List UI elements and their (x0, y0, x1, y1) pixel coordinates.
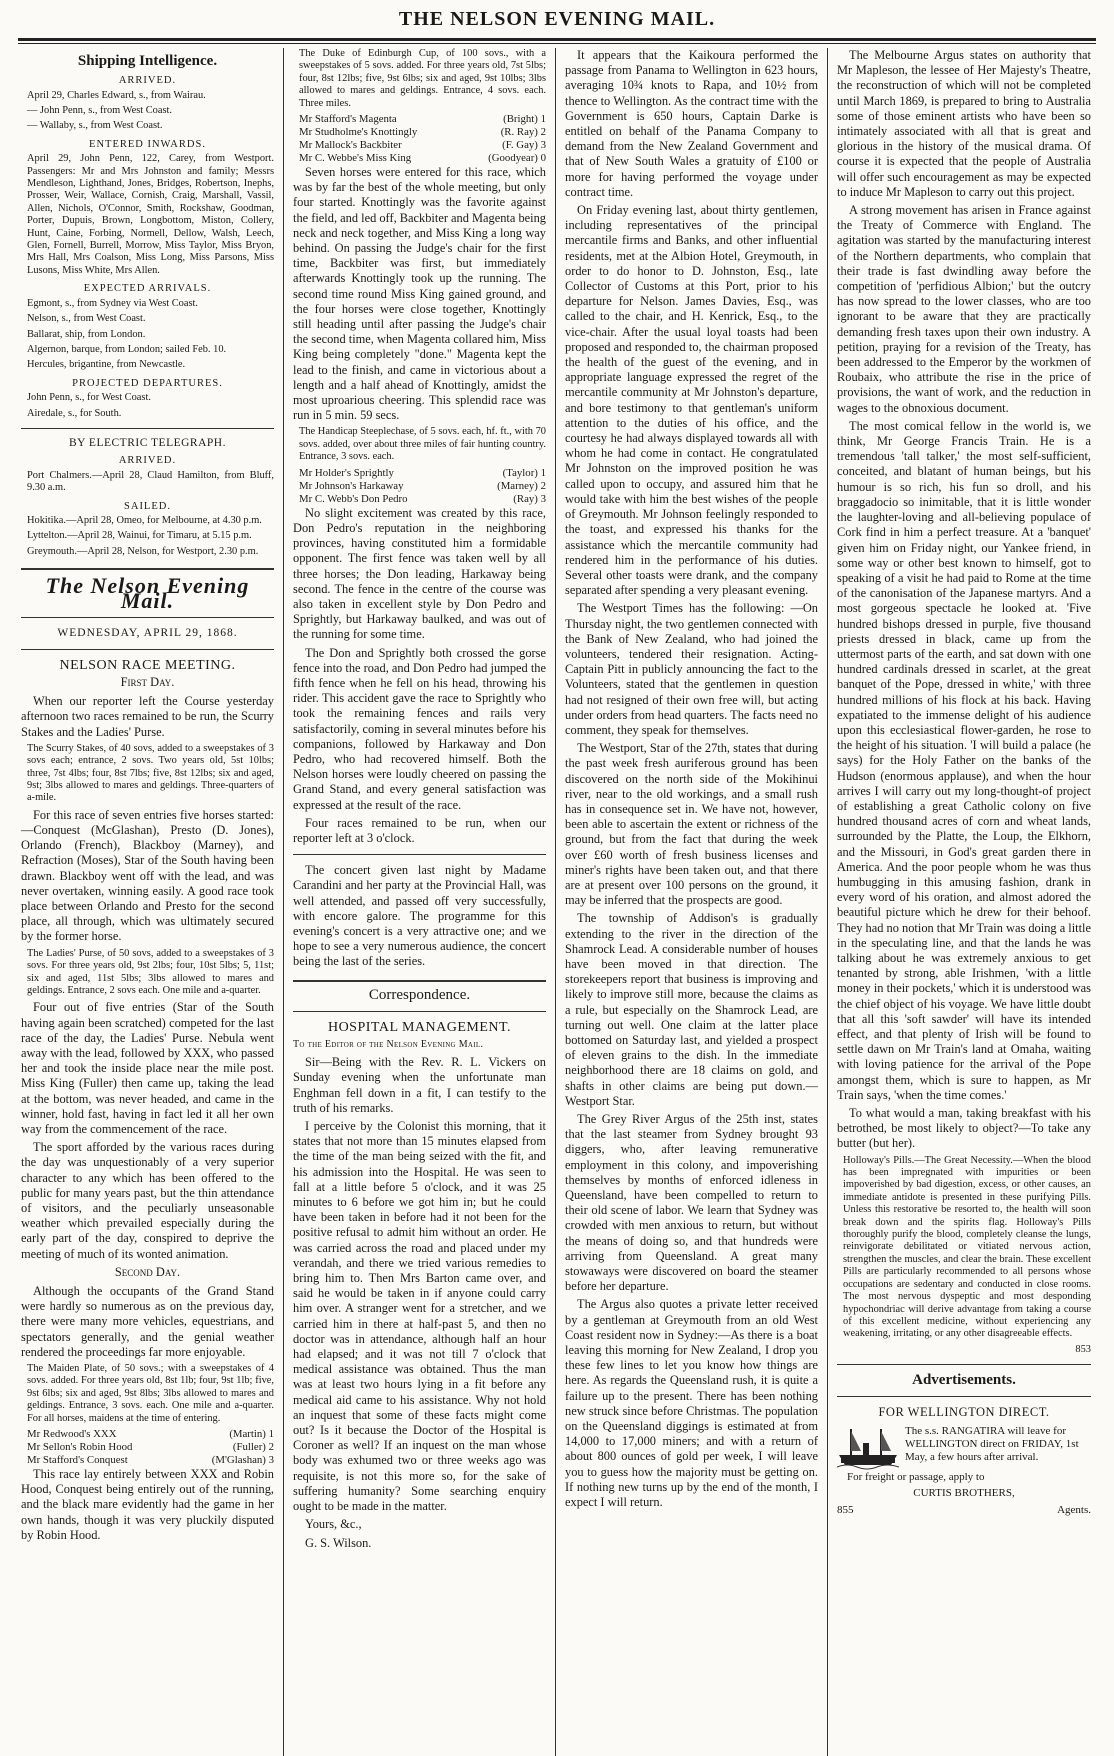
place: 0 (540, 152, 546, 165)
sailed-line: Greymouth.—April 28, Nelson, for Westport, 2.30 p.m. (27, 545, 259, 557)
rider: (R. Ray) (500, 126, 538, 139)
place: 3 (540, 492, 546, 505)
rider: (Bright) (503, 113, 538, 126)
ads-title: Advertisements. (912, 1372, 1016, 1389)
columns (12, 48, 1102, 1756)
divider (837, 1364, 1091, 1365)
expected-head: EXPECTED ARRIVALS. (83, 283, 212, 295)
inwards-head: ENTERED INWARDS. (89, 138, 206, 150)
paragraph: The Melbourne Argus states on authority that Mr Mapleson, the lessee of Her Majesty's Theatre, the reconstruction of which will not be completed until March 1869, is prepared to bring to Australia some of those eminent artists who have been so intimately associated with all that is great and glorious in the history of the musical drama. Of course it is expected that the people of Australia will offer such encouragement as may be expected to induce Mr Mapleson to carry out this project. (837, 48, 1091, 199)
race-conditions: The Handicap Steeplechase, of 5 sovs. each, hf. ft., with 70 sovs. added, over about three miles of fair hunting country. Entrance, 3 sovs. each. (299, 426, 546, 463)
holloway-text: Holloway's Pills.—The Great Necessity.—When the blood has been impregnated with impurities or been impoverished by bad digestion, excess, or other causes, an immediate antidote is presented in these purifying Pills. Unless this restorative be resorted to, the health will soon break down and the spirits flag. Holloway's Pills thoroughly purify the blood, completely cleanse the lungs, reinvigorate debilitated or vitiated nervous action, strengthen the muscles, and clear the brain. These excellent Pills are particularly recommended to all persons whose occupations are sedentary and conducted in close rooms. The most nervous dyspeptic and most desponding hypochondriac will derive advantage from taking a course of this excellent medicine, without experiencing any weakening, irritating, or any other disagreeable effects. (843, 1154, 1091, 1340)
place: 2 (540, 126, 546, 139)
paragraph: Although the occupants of the Grand Stand were hardly so numerous as on the previous day, there were many more vehicles, equestrians, and spectators generally, and the genial weather rendered the proceedings far more enjoyable. (21, 1283, 274, 1359)
ad-number: 855 (837, 1503, 854, 1516)
paragraph: No slight excitement was created by this race, Don Pedro's reputation in the neighboring provinces, having constituted him a formidable opponent. The first fence was taken well by all three horses; the Don leading, Harkaway being second. The fence in the centre of the course was also taken in excellent style by Don Pedro and Sprightly, but Harkaway baulked, and was out of the running for some time. (293, 505, 546, 642)
departure-line: Airedale, s., for South. (27, 407, 122, 419)
result-row (299, 493, 546, 506)
rider: (Fuller) (232, 1441, 266, 1454)
tel-arrived-head: ARRIVED. (118, 455, 177, 467)
paragraph: The Argus also quotes a private letter received by a gentleman at Greymouth from an old West Coast resident now in Sydney:—As there is a boat leaving this morning for New Zealand, I drop you these few lines to let you know how things are here. As regards the Queensland rush, it is quite a failure up to the present. There has been nothing new struck since before Christmas. The population on the Queensland diggings is estimated at from 14,000 to 17,000 miners; and with a return of about 800 ounces of gold per week, I will leave you to guess how the majority must be getting on. If nothing new turns up by the end of the month, I expect I will return. (565, 1297, 818, 1510)
masthead-rule (18, 38, 1096, 44)
paragraph: Sir—Being with the Rev. R. L. Vickers on Sunday evening when the unfortunate man Enghman fell down in a fit, I can testify to the truth of his remarks. (293, 1055, 546, 1115)
ad-contact: For freight or passage, apply to (847, 1470, 985, 1483)
result-row (27, 1441, 274, 1454)
arrived-line: April 29, Charles Edward, s., from Wairau. (27, 89, 206, 101)
horse: Mr Holder's Sprightly (299, 466, 394, 479)
horse: Mr C. Webbe's Miss King (299, 152, 412, 165)
place: 1 (540, 466, 546, 479)
column-2 (284, 48, 556, 1756)
rider: (Taylor) (502, 466, 538, 479)
paragraph: The Grey River Argus of the 25th inst, states that the last steamer from Sydney brought 93 diggers, who, after leaving remunerative employment in this colony, and impoverishing themselves by months of enforced idleness in Queensland, have been compelled to return to their old scene of labor. We learn that Sydney was crowded with men anxious to return, but without the means of doing so, and that hundreds were arriving from Queensland. A great many stowaways were discovered on board the steamer before her departure. (565, 1112, 818, 1294)
paragraph: The sport afforded by the various races during the day was unquestionably of a very superior character to any which has been offered to the public for many years past, but the thin attendance of visitors, and the peculiarly unseasonable weather which prevailed especially during the early part of the day, conspired to deprive the meeting of much of its wonted animation. (21, 1140, 274, 1261)
paragraph: A strong movement has arisen in France against the Treaty of Commerce with England. The agitation was started by the manufacturing interest of the Northern departments, who complain that their trade is fast dwindling away before the competition of 'perfidious Albion;' but the outcry has now spread to the lower classes, who are too ignorant to be aware that they are practically demanding fresh taxes upon their own industry. A petition, praying for a revision of the Treaty, has been addressed to the Emperor by the workmen of Roubaix, who attribute the rise in the price of provisions, the want of work, and the reduction in wages to the obnoxious document. (837, 203, 1091, 415)
result-row (299, 113, 546, 126)
horse: Mr Mallock's Backbiter (299, 139, 402, 152)
paragraph: To what would a man, taking breakfast with his betrothed, be most likely to object?—To take any butter (but her). (837, 1106, 1091, 1151)
sailed-line: Hokitika.—April 28, Omeo, for Melbourne, at 4.30 p.m. (27, 514, 262, 526)
race-conditions: The Duke of Edinburgh Cup, of 100 sovs., with a sweepstakes of 5 sovs. added. For three years old, 7st 5lbs; four, 8st 12lbs; five, 9st 6lbs; six and aged, 9st 10lbs; 3lbs allowed to mares and geldings. Entrance, 4 sovs. each. Three miles. (299, 48, 546, 109)
paragraph: Four out of five entries (Star of the South having again been scratched) competed for the last race of the day, the Ladies' Purse. Nebula went away with the lead, followed by XXX, who passed her and took the inside place near the mile post. Miss King (Fuller) then came up, taking the lead at the bottom, was never headed, and came in the winner, hold fast, having in fact led it all her own way from the commencement of the race. (21, 1000, 274, 1136)
race-conditions: The Maiden Plate, of 50 sovs.; with a sweepstakes of 4 sovs. added. For three years old, 8st 1lb; four, 9st 1lb; five, 9st 6lbs; six and aged, 9st 8lbs; 3lbs allowed to mares and geldings. Entrance, 3 sovs. each. One mile and a-quarter. For all horses, maidens at the time of entering. (27, 1362, 274, 1424)
horse: Mr Redwood's XXX (27, 1428, 117, 1441)
signature: G. S. Wilson. (305, 1535, 372, 1550)
first-day-head: First Day. (120, 675, 175, 690)
paragraph: I perceive by the Colonist this morning, that it states that not more than 15 minutes elapsed from the time of the man being seized with the fit, and his admission into the Hospital. He was seen to fall at a little before 5 o'clock, and it was 25 minutes to 6 before we got him in; but he could have been taken in before had it not been for the positive refusal to admit him without an order. He was carried across the road and placed under my verandah, and there we tried various remedies to bring him to. Then Mrs Barton came over, and said he would be taken in if anyone could carry him over. A stranger went for a stretcher, and we carried him in there at half-past 5, and then no doctor was in attendance, although half an hour had elapsed; and it was not till 7 o'clock that medical assistance was obtained. Thus the man was at least two hours lying in a fit before any medical aid came to his assistance. Why not hold an inquest that some of these facts might come out? Is it because the Doctor of the Hospital is Coroner as well? If an inquest on the man whose body was exhumed two or three weeks ago was requisite, is not this more so, for the sake of suffering humanity? Some searching enquiry ought to be made in the matter. (293, 1119, 546, 1514)
paragraph: The concert given last night by Madame Carandini and her party at the Provincial Hall, was well attended, and passed off very successfully, with encore galore. The programme for this evening's concert is a very attractive one; and we hope to see a very numerous audience, the concert being the last of the series. (293, 863, 546, 969)
expected-line: Nelson, s., from West Coast. (27, 313, 146, 325)
place: 3 (268, 1454, 274, 1467)
divider (293, 854, 546, 855)
paragraph: This race lay entirely between XXX and Robin Hood, Conquest being entirely out of the running, and the black mare evidently had the game in her own hands, though it was very pluckily disputed by Robin Hood. (21, 1467, 274, 1542)
masthead: THE NELSON EVENING MAIL. (398, 8, 716, 30)
result-row (299, 139, 546, 152)
place: 2 (268, 1441, 274, 1454)
signoff: Yours, &c., (305, 1517, 362, 1532)
sailed-head: SAILED. (124, 500, 171, 512)
tel-arrived-line: Port Chalmers.—April 28, Claud Hamilton, from Bluff, 9.30 a.m. (27, 469, 274, 494)
place: 1 (540, 113, 546, 126)
expected-line: Egmont, s., from Sydney via West Coast. (27, 297, 198, 309)
result-row (299, 480, 546, 493)
column-4 (828, 48, 1100, 1756)
expected-line: Hercules, brigantine, from Newcastle. (27, 359, 186, 371)
column-3 (556, 48, 828, 1756)
horse: Mr Johnson's Harkaway (299, 479, 404, 492)
departure-line: John Penn, s., for West Coast. (27, 392, 151, 404)
shipping-title: Shipping Intelligence. (77, 53, 218, 69)
rider: (Ray) (513, 492, 538, 505)
sailed-line: Lyttelton.—April 28, Wainui, for Timaru, at 5.15 p.m. (27, 530, 252, 542)
horse: Mr Sellon's Robin Hood (27, 1441, 133, 1454)
divider (21, 428, 274, 429)
hospital-title: HOSPITAL MANAGEMENT. (327, 1019, 512, 1035)
place: 2 (540, 479, 546, 492)
ad-firm: CURTIS BROTHERS, (913, 1486, 1015, 1499)
result-row (299, 126, 546, 139)
horse: Mr Stafford's Magenta (299, 113, 397, 126)
paragraph: Four races remained to be run, when our reporter left at 3 o'clock. (293, 815, 546, 845)
ad-footer (837, 1503, 1091, 1518)
place: 1 (268, 1428, 274, 1441)
arrived-line: — John Penn, s., from West Coast. (27, 105, 173, 117)
column-1 (12, 48, 284, 1756)
result-row (299, 152, 546, 165)
paragraph: On Friday evening last, about thirty gentlemen, including representatives of the principal mercantile firms and Banks, and other influential residents, met at the Albion Hotel, Greymouth, in order to do honor to D. Johnston, Esq., late Collector of Customs at this Port, prior to his departure for Nelson. James Davies, Esq., was called to the chair, and H. Kenrick, Esq., to the vice-chair. After the usual loyal toasts had been proposed and responded to, the chairman proposed the health of the guest of the evening, and in appropriate language expressed the regret of the mercantile community at Mr Johnston's departure, and bore testimony to that gentleman's uniform attention to the duties of his office, and the courtesy he had always displayed towards all with whom he had come in contact. He congratulated Mr Johnston on the improved position he was called upon to occupy, and assured him that he would take with him the best wishes of the people of Greymouth. Mr Johnson feelingly responded to the toast, and expressed his thanks for the assistance which the mercantile community had rendered him in the performance of his duties. Several other toasts were drank, and the company separated after spending a very pleasant evening. (565, 203, 818, 598)
ad-agents: Agents. (1057, 1503, 1091, 1516)
shipping-advert (837, 1425, 1091, 1471)
divider (293, 1011, 546, 1012)
divider (21, 617, 274, 618)
place: 3 (540, 139, 546, 152)
shipping-section (21, 75, 274, 558)
rider: (Marney) (497, 479, 538, 492)
ad-body: The s.s. RANGATIRA will leave for WELLINGTON direct on FRIDAY, 1st May, a few hours after arrival. (905, 1424, 1079, 1463)
rider: (Martin) (229, 1428, 266, 1441)
paragraph: For this race of seven entries five horses started:—Conquest (McGlashan), Presto (D. Jones), Orlando (French), Blackboy (Marney), and Refraction (Moses), Star of the South having been drawn. Blackboy went off with the lead, and was never overtaken, winning easily. A good race took place between Orlando and Presto for the second place, all through, which was ultimately secured by the former horse. (21, 807, 274, 944)
correspondence-title: Correspondence. (368, 986, 471, 1003)
horse: Mr Studholme's Knottingly (299, 126, 418, 139)
divider (21, 649, 274, 650)
rider: (Goodyear) (488, 152, 538, 165)
departures-head: PROJECTED DEPARTURES. (72, 377, 223, 389)
arrived-line: — Wallaby, s., from West Coast. (27, 120, 163, 132)
inwards-text: April 29, John Penn, 122, Carey, from Westport. Passengers: Mr and Mrs Johnston and family; Messrs Mendleson, Lighthand, Jones, Bridges, Robertson, Inephs, Prosser, Weir, Wallace, Cornish, Craig, Marshall, Vassil, Allen, Nichols, O'Connor, Smith, Rockshaw, Goodman, Porter, Dupuis, Brown, Longbottom, Miston, Collery, Hunt, Caine, Forbing, Normell, Dellow, Walsh, Leech, Glen, Fornell, Burrell, Morrow, Miss Taylor, Miss Bryon, Mrs Hall, Mrs Coalson, Miss Long, Miss Parsons, Miss Lusons, Miss White, Mrs Allen. (27, 153, 274, 276)
ad-head: FOR WELLINGTON DIRECT. (878, 1405, 1050, 1420)
paragraph: The most comical fellow in the world is, we think, Mr George Francis Train. He is a tremendous 'tall talker,' the most self-sufficient, conceited, and blatant of human beings, but his humour is so rich, his fun so droll, and his braggadocio so inimitable, that it is little wonder the laughter-loving and all-believing populace of Cork find in him a perfect treasure. At a 'banquet' given him on Friday night, our Yankee friend, in some way or other best known to himself, got to speaking of a visit he had paid to Rome at the time of the canonisation of the Japanese martyrs. And a most gorgeous spectacle he looked at. 'Five hundred bishops dressed in purple, five thousand priests dressed in black, came up from the uttermost parts of the earth, and sat down with one hundred cardinals dressed in scarlet, at the great banquet of the Pope, dressed in white,' with three hundred millions of his flock at his back. Having expatiated to the immense delight of his audience upon this ecclesiastical flower-garden, he rose to the height of his situation. 'I will build a palace (he says) for the Holy Father on the banks of the Hudson (enormous applause), and when the hour arrives I will carry out my long-thought-of project of establishing a great Catholic colony on five hundred thousand acres of corn and wheat lands, surrounded by the Platte, the Loup, the Elkhorn, and the Missouri, in God's great garden there in America. And the poor people whom he was thus humbugging in this amusing fashion, drank in every word of his oration, and almost adored the beautiful picture which he drew for their behoof. They had no notion that Mr Train was doing a little in the speculating line, and that the lands he was talking about he was extremely anxious to get tenanted by strong, able Irishmen, 'with a little money in their pockets,' which it is understood was the chief object of his voyage. We have little doubt that all this 'soft sawder' will have its intended effect, and that plenty of Irish will be found to settle dawn on Mr Train's land at Omaha, waiting with loving patience for the arrival of the Pope amongst them, which is sure to happen, as Mr Train says, 'when the time comes.' (837, 418, 1091, 1102)
steamship-icon (837, 1425, 899, 1471)
paragraph: Seven horses were entered for this race, which was by far the best of the whole meeting, but only four started. Knottingly was the favorite against the field, and led off, Backbiter and Magenta being neck and neck together, and Miss King a long way behind. On passing the Judge's chair for the first time, Backbiter was first, but immediately afterwards Knottingly took up the running. The second time round Miss King gained ground, and the four horses were close together, Knottingly still heading until after passing the Judge's chair the second time, when Magenta collared him, Miss King being completely "done." Magenta kept the lead to the finish, and came in victorious about a length and a half ahead of Knottingly, amidst the most uproarious cheering. This splendid race was run in 5 min. 59 secs. (293, 165, 547, 423)
second-day-head: Second Day. (114, 1264, 181, 1279)
divider (837, 1396, 1091, 1397)
divider (21, 568, 274, 570)
arrived-head: ARRIVED. (118, 75, 177, 87)
expected-line: Algernon, barque, from London; sailed Feb. 10. (27, 343, 227, 355)
to-editor: To the Editor of the Nelson Evening Mail. (293, 1039, 484, 1050)
race-conditions: The Scurry Stakes, of 40 sovs, added to a sweepstakes of 3 sovs each; entrance, 2 sovs. Two years old, 5st 10lbs; three, 7st 4lbs; four, 8st 7lbs; five, 8st 12lbs; six and aged, 9st; 3lbs allowed to mares and geldings. Three-quarters of a-mile. (27, 742, 274, 804)
divider (293, 980, 546, 982)
expected-line: Ballarat, ship, from London. (27, 328, 146, 340)
paragraph: The Westport Times has the following: —On Thursday night, the two gentlemen connected with the Bank of New Zealand, who had joined the volunteers, tendered their resignation. Acting-Captain Pitt in publicly announcing the fact to the Volunteers, stated that the gentlemen in question had not resigned of their own free will, but acting under orders from head quarters. The facts need no comment, they speak for themselves. (565, 601, 818, 737)
horse: Mr C. Webb's Don Pedro (299, 492, 408, 505)
ad-number: 853 (1075, 1343, 1091, 1355)
rider: (F. Gay) (502, 139, 538, 152)
result-row (27, 1454, 274, 1467)
paragraph: The township of Addison's is gradually extending to the river in the direction of the Shamrock Lead. A considerable number of houses have been moved in that direction. The storekeepers report that business is improving and likely to improve still more, because the claims as a rule, but especially on the Shamrock Lead, are turning out well. One claim at the latter place bottomed on Saturday last, and yielded a prospect of eleven grains to the dish. In the immediate neighborhood there are 18 claims on gold, and shafts in other claims are being put down.—Westport Star. (565, 911, 818, 1108)
paragraph: It appears that the Kaikoura performed the passage from Panama to Wellington in 623 hours, averaging 10¾ knots to Rapa, and 10½ from thence to Wellington. As the contract time with the Government is 650 hours, Captain Darke is entitled on behalf of the Panama Company to demand from the New Zealand Government and that of New South Wales a gratuity of £100 or more for having performed the voyage under contract time. (565, 48, 818, 199)
result-row (299, 467, 546, 480)
race-title: NELSON RACE MEETING. (59, 657, 236, 673)
race-conditions: The Ladies' Purse, of 50 sovs, added to a sweepstakes of 3 sovs. For three years old, 9st 2lbs; four, 10st 5lbs; 5, 11st; six and aged, 11st 5lbs; 3lbs allowed to mares and geldings. Entrance, 2 sovs each. One mile and a-quarter. (27, 947, 274, 996)
holloway-ad (837, 1155, 1091, 1357)
rider: (M'Glashan) (211, 1454, 266, 1467)
horse: Mr Stafford's Conquest (27, 1454, 128, 1467)
paragraph: The Westport, Star of the 27th, states that during the past week fresh auriferous ground has been discovered on the north side of the Mokihinui river, near to the old workings, and a small rush has in consequence set in. We have not, however, been able to ascertain the extent or richness of the ground, but from the fact that during the week over £60 worth of fresh business licenses and miner's rights have been taken out, and that there are at present over 100 persons on the ground, it may be inferred that the prospects are good. (565, 741, 818, 908)
telegraph-head: BY ELECTRIC TELEGRAPH. (69, 436, 226, 449)
result-row (27, 1428, 274, 1441)
paper-title: The Nelson Evening Mail. (45, 573, 250, 614)
paragraph: When our reporter left the Course yesterday afternoon two races remained to be run, the Scurry Stakes and the Ladies' Purse. (21, 694, 274, 739)
date-line: WEDNESDAY, APRIL 29, 1868. (57, 626, 238, 639)
paragraph: The Don and Sprightly both crossed the gorse fence into the road, and Don Pedro had jumped the fifth fence when he fell on his head, throwing his rider. This accident gave the race to Sprightly who took the remaining fences and rails very satisfactorily, coming in several minutes before his companions, followed by Harkaway and Don Pedro, who had recovered himself. Both the Nelson horses were loudly cheered on passing the Grand Stand, and every general satisfaction was expressed at the result of the race. (293, 645, 546, 812)
